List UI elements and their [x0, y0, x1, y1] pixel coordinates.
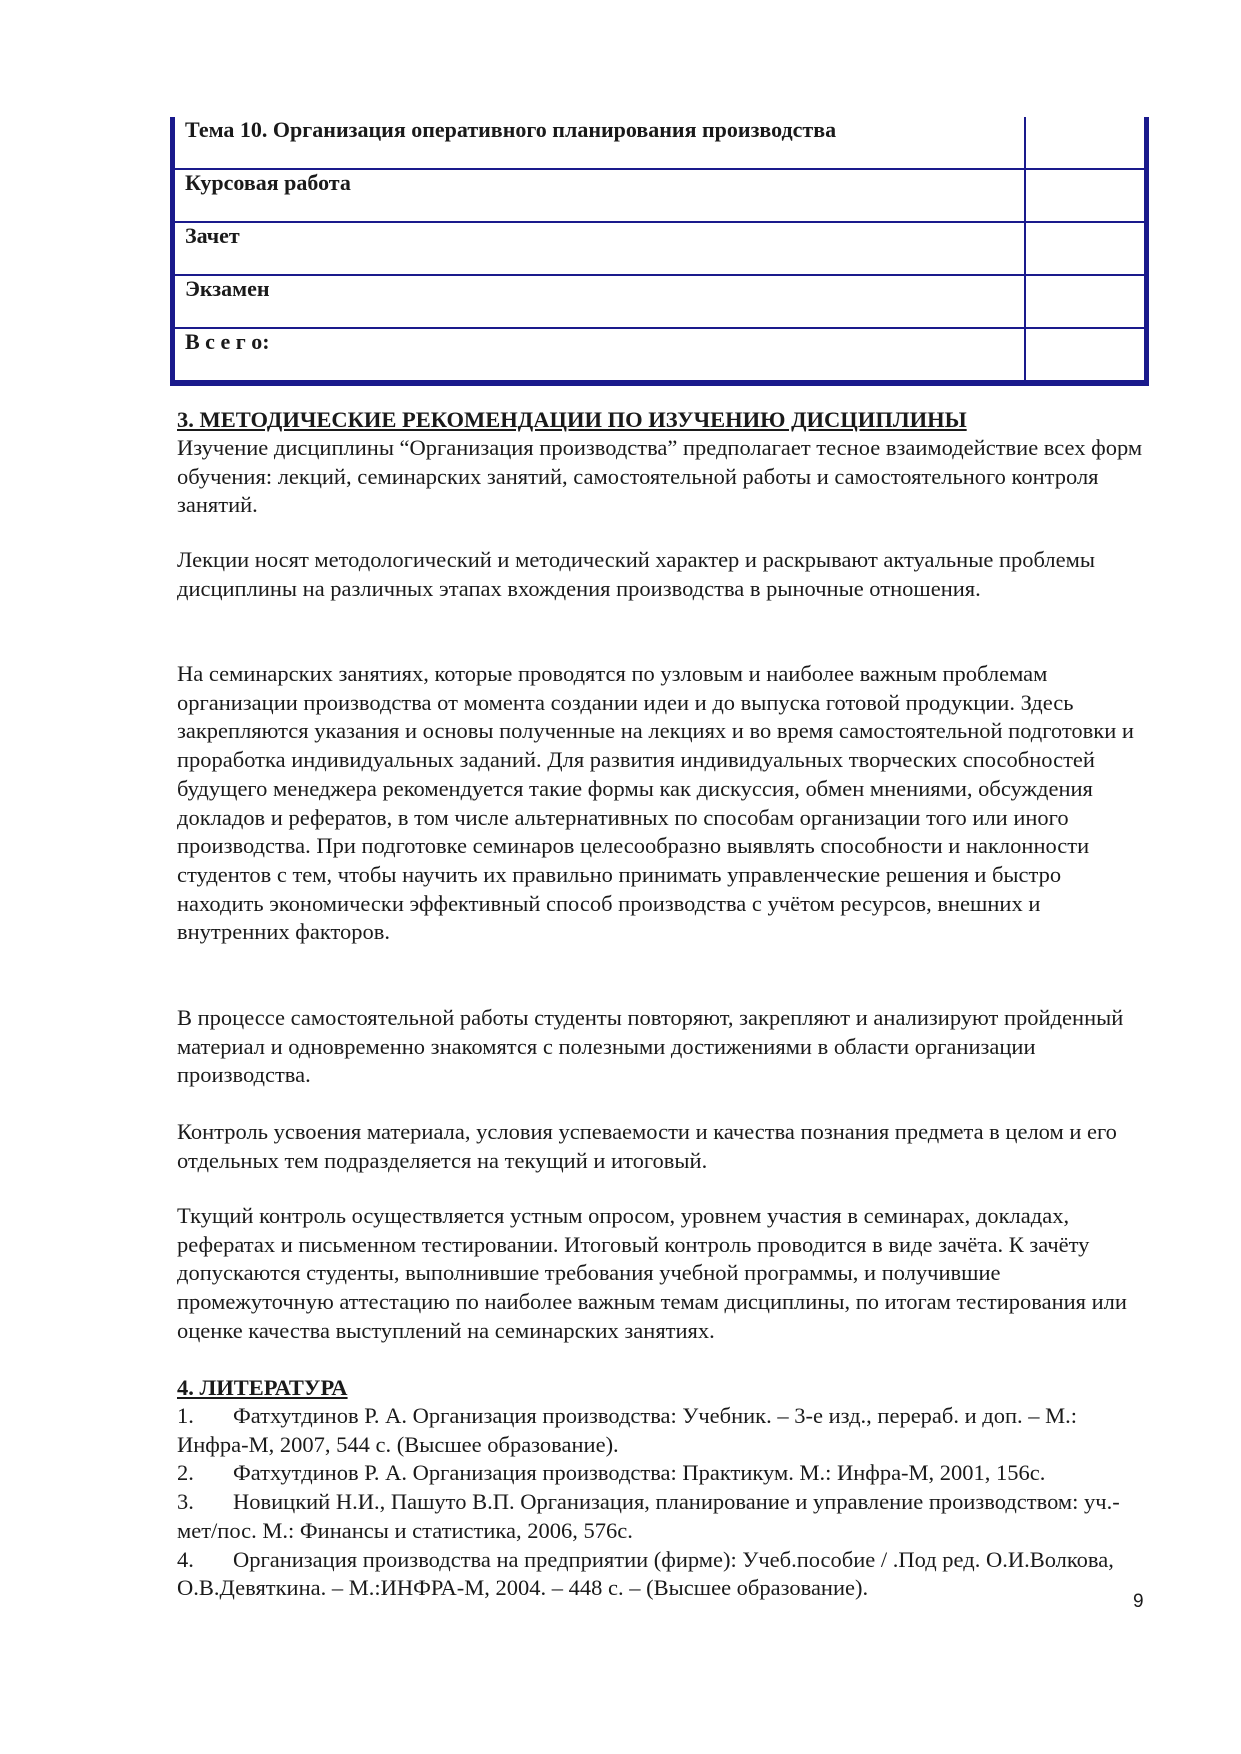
row-label: Экзамен: [185, 276, 270, 301]
table-row: [173, 328, 1147, 383]
row-value: [1025, 169, 1147, 222]
paragraph: Изучение дисциплины “Организация производства” предполагает тесное взаимодействие всех форм обучения: лекций, семинарских занятий, самостоятельной работы и самостоятельного контроля занятий.: [177, 435, 1143, 518]
row-label: Тема 10. Организация оперативного планирования производства: [185, 117, 837, 142]
page-number: 9: [1133, 1591, 1144, 1612]
table-row: [173, 222, 1147, 275]
reference-number: 1.: [177, 1403, 194, 1428]
reference-item: [177, 1488, 1152, 1545]
paragraph: В процессе самостоятельной работы студенты повторяют, закрепляют и анализируют пройденный материал и одновременно знакомятся с полезными достижениями в области организации производства.: [177, 1005, 1124, 1088]
row-value: [1025, 222, 1147, 275]
paragraph: Лекции носят методологический и методический характер и раскрывают актуальные проблемы дисциплины на различных этапах вхождения производства в рыночные отношения.: [177, 547, 1095, 601]
reference-item: [177, 1402, 1152, 1459]
section-3: [177, 406, 1147, 520]
paragraph: Ткущий контроль осуществляется устным опросом, уровнем участия в семинарах, докладах, рефератах и письменном тестировании. Итоговый контроль проводится в виде зачёта. К зачёту допускаются студенты, выполнившие требования учебной программы, и получившие промежуточную аттестацию по наиболее важным темам дисциплины, по итогам тестирования или оценке качества выступлений на семинарских занятиях.: [177, 1203, 1127, 1343]
row-label: В с е г о:: [185, 329, 270, 354]
paragraph: Контроль усвоения материала, условия успеваемости и качества познания предмета в целом и его отдельных тем подразделяется на текущий и итоговый.: [177, 1119, 1117, 1173]
section-3-heading: 3. МЕТОДИЧЕСКИЕ РЕКОМЕНДАЦИИ ПО ИЗУЧЕНИЮ ДИСЦИПЛИНЫ: [177, 407, 967, 432]
row-value: [1025, 117, 1147, 169]
section-4: [177, 1374, 1152, 1603]
reference-text: Фатхутдинов Р. А. Организация производства: Практикум. М.: Инфра-М, 2001, 156с.: [233, 1460, 1046, 1486]
row-value: [1025, 275, 1147, 328]
row-value: [1025, 328, 1147, 383]
paragraph-block: [177, 1202, 1147, 1346]
row-label: Курсовая работа: [185, 170, 351, 195]
paragraph: На семинарских занятиях, которые проводятся по узловым и наиболее важным проблемам организации производства от момента создании идеи и до выпуска готовой продукции. Здесь закрепляются указания и основы полученные на лекциях и во время самостоятельной подготовки и проработка индивидуальных заданий. Для развития индивидуальных творческих способностей будущего менеджера рекомендуется такие формы как дискуссия, обмен мнениями, обсуждения докладов и рефератов, в том числе альтернативных по способам организации того или иного производства. При подготовке семинаров целесообразно выявлять способности и наклонности студентов с тем, чтобы научить их правильно принимать управленческие решения и быстро находить экономически эффективный способ производства с учётом ресурсов, внешних и внутренних факторов.: [177, 661, 1134, 945]
table-row: [173, 275, 1147, 328]
section-4-heading: 4. ЛИТЕРАТУРА: [177, 1375, 348, 1400]
table-row: [173, 117, 1147, 169]
reference-number: 2.: [177, 1460, 194, 1486]
paragraph-block: [177, 1118, 1147, 1175]
reference-number: 4.: [177, 1546, 194, 1572]
reference-item: [177, 1546, 1152, 1603]
hours-table: [170, 117, 1149, 386]
reference-text: Новицкий Н.И., Пашуто В.П. Организация, планирование и управление производством: уч.-мет/пос. М.: Финансы и статистика, 2006, 576с.: [177, 1489, 1120, 1543]
reference-text: Фатхутдинов Р. А. Организация производства: Учебник. – 3-е изд., перераб. и доп. – М.: Инфра-М, 2007, 544 с. (Высшее образование).: [177, 1403, 1078, 1457]
reference-item: [177, 1459, 1152, 1488]
table-row: [173, 169, 1147, 222]
paragraph-block: [177, 1004, 1147, 1090]
paragraph-block: [177, 546, 1147, 603]
row-label: Зачет: [185, 223, 240, 248]
paragraph-block: [177, 660, 1147, 947]
reference-text: Организация производства на предприятии (фирме): Учеб.пособие / .Под ред. О.И.Волкова, О.В.Девяткина. – М.:ИНФРА-М, 2004. – 448 с. – (Высшее образование).: [177, 1546, 1114, 1601]
reference-number: 3.: [177, 1489, 194, 1515]
